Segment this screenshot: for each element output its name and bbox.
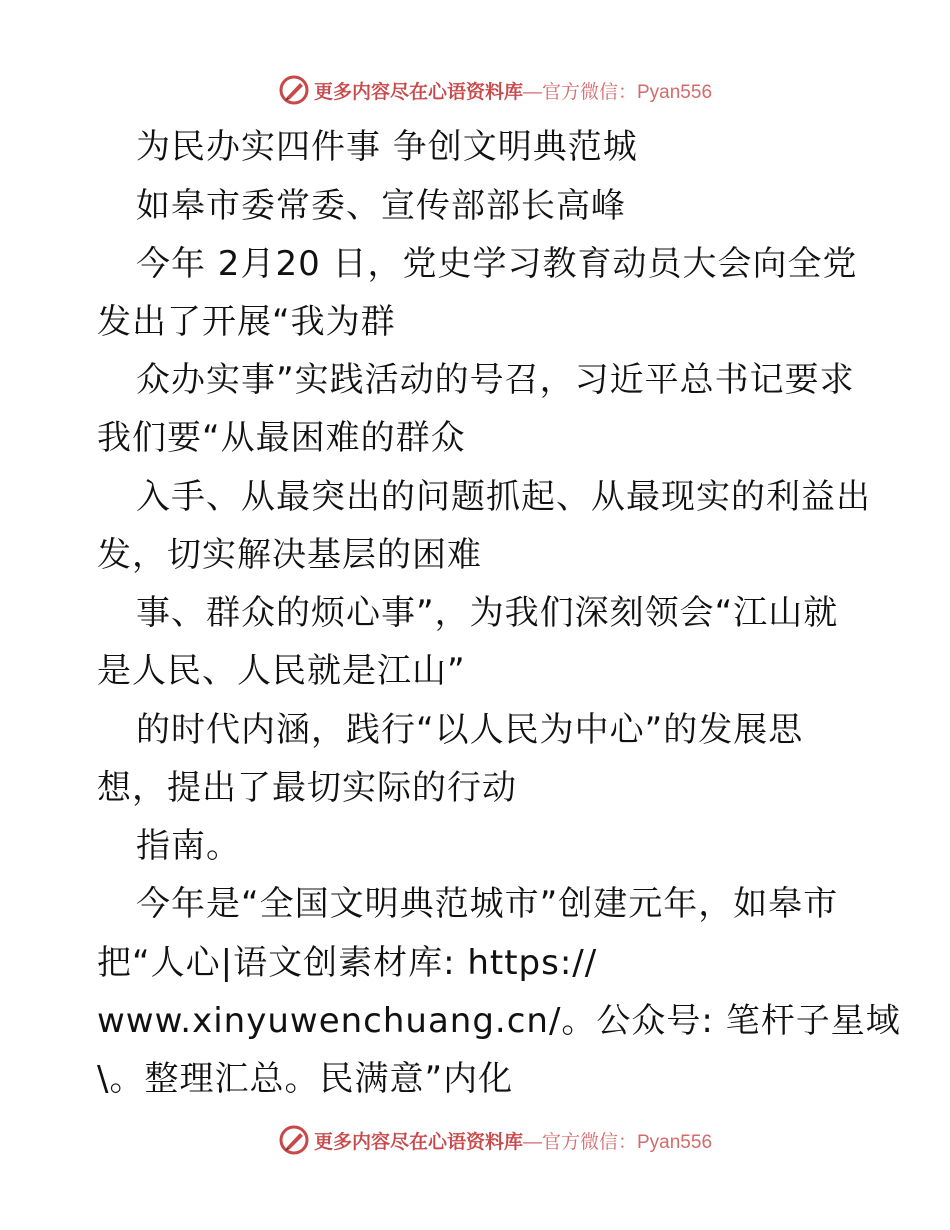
footer-banner-inner xyxy=(278,1124,712,1156)
doc-line: 我们要“从最困难的群众 xyxy=(97,418,466,458)
doc-line: \。整理汇总。民满意”内化 xyxy=(97,1059,514,1099)
doc-line: www.xinyuwenchuang.cn/。公众号: 笔杆子星域 xyxy=(97,1001,901,1041)
doc-line: 今年是“全国文明典范城市”创建元年，如皋市 xyxy=(136,884,839,924)
doc-line: 发，切实解决基层的困难 xyxy=(97,535,482,575)
header-banner-main: 更多内容尽在心语资料库 xyxy=(313,80,523,103)
doc-line: 事、群众的烦心事”，为我们深刻领会“江山就 xyxy=(136,593,839,633)
doc-line: 把“人心|语文创素材库: https:// xyxy=(97,943,598,983)
doc-line: 指南。 xyxy=(136,826,241,866)
pen-logo-icon xyxy=(278,1124,310,1156)
doc-line: 想，提出了最切实际的行动 xyxy=(97,768,517,808)
doc-line: 众办实事”实践活动的号召，习近平总书记要求 xyxy=(136,360,855,400)
doc-line: 是人民、人民就是江山” xyxy=(97,651,466,691)
header-banner-inner xyxy=(278,74,712,106)
footer-banner xyxy=(0,1120,950,1160)
doc-line: 发出了开展“我为群 xyxy=(97,302,396,342)
doc-line: 今年 2月20 日，党史学习教育动员大会向全党 xyxy=(136,244,858,284)
footer-banner-tail: —官方微信：Pyan556 xyxy=(523,1131,713,1153)
doc-title: 为民办实四件事 争创文明典范城 xyxy=(136,127,638,167)
header-banner xyxy=(0,70,950,110)
footer-banner-text xyxy=(314,1127,712,1154)
header-banner-text xyxy=(314,77,712,104)
doc-line: 的时代内涵，践行“以人民为中心”的发展思 xyxy=(136,710,804,750)
footer-banner-main: 更多内容尽在心语资料库 xyxy=(313,1130,523,1153)
header-banner-tail: —官方微信：Pyan556 xyxy=(523,81,713,103)
doc-author: 如皋市委常委、宣传部部长高峰 xyxy=(136,186,626,226)
doc-line: 入手、从最突出的问题抓起、从最现实的利益出 xyxy=(136,477,871,517)
pen-logo-icon xyxy=(278,74,310,106)
